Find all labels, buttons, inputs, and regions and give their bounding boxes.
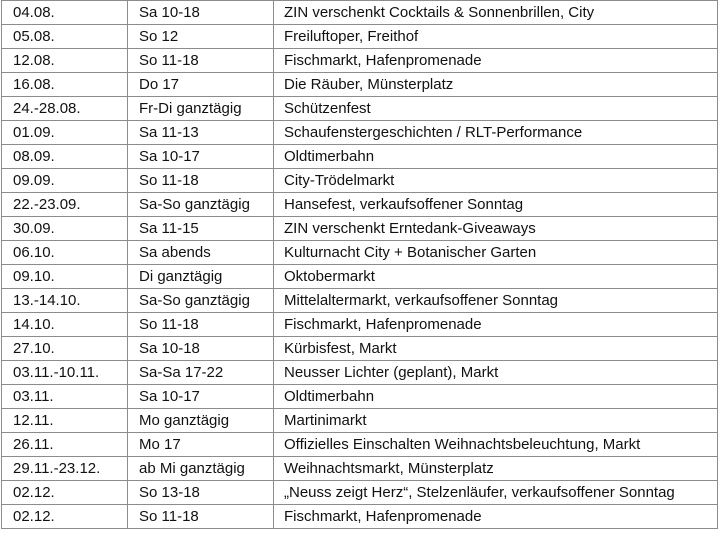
- date-cell: 29.11.-23.12.: [2, 457, 128, 481]
- event-cell: Mittelaltermarkt, verkaufsoffener Sonntag: [274, 289, 718, 313]
- event-cell: Oldtimerbahn: [274, 145, 718, 169]
- table-row: [2, 121, 718, 145]
- event-cell: Weihnachtsmarkt, Münsterplatz: [274, 457, 718, 481]
- date-cell: 03.11.-10.11.: [2, 361, 128, 385]
- event-cell: Offizielles Einschalten Weihnachtsbeleuchtung, Markt: [274, 433, 718, 457]
- event-cell: Die Räuber, Münsterplatz: [274, 73, 718, 97]
- time-cell: So 13-18: [128, 481, 274, 505]
- date-cell: 16.08.: [2, 73, 128, 97]
- table-row: [2, 481, 718, 505]
- date-cell: 02.12.: [2, 505, 128, 529]
- table-row: [2, 145, 718, 169]
- event-table-body: [2, 1, 718, 529]
- date-cell: 12.08.: [2, 49, 128, 73]
- event-cell: Fischmarkt, Hafenpromenade: [274, 49, 718, 73]
- table-row: [2, 193, 718, 217]
- date-cell: 01.09.: [2, 121, 128, 145]
- time-cell: Sa 10-17: [128, 385, 274, 409]
- time-cell: ab Mi ganztägig: [128, 457, 274, 481]
- time-cell: Sa-Sa 17-22: [128, 361, 274, 385]
- event-schedule: [1, 0, 717, 529]
- event-cell: ZIN verschenkt Cocktails & Sonnenbrillen, City: [274, 1, 718, 25]
- date-cell: 09.09.: [2, 169, 128, 193]
- table-row: [2, 409, 718, 433]
- time-cell: So 11-18: [128, 505, 274, 529]
- date-cell: 06.10.: [2, 241, 128, 265]
- event-cell: Neusser Lichter (geplant), Markt: [274, 361, 718, 385]
- table-row: [2, 457, 718, 481]
- event-cell: Fischmarkt, Hafenpromenade: [274, 505, 718, 529]
- table-row: [2, 505, 718, 529]
- event-cell: Schützenfest: [274, 97, 718, 121]
- table-row: [2, 97, 718, 121]
- time-cell: Sa-So ganztägig: [128, 289, 274, 313]
- table-row: [2, 25, 718, 49]
- table-row: [2, 313, 718, 337]
- time-cell: So 11-18: [128, 49, 274, 73]
- date-cell: 24.-28.08.: [2, 97, 128, 121]
- time-cell: So 12: [128, 25, 274, 49]
- table-row: [2, 217, 718, 241]
- event-cell: Fischmarkt, Hafenpromenade: [274, 313, 718, 337]
- table-row: [2, 289, 718, 313]
- time-cell: Sa 11-13: [128, 121, 274, 145]
- time-cell: Sa 11-15: [128, 217, 274, 241]
- date-cell: 08.09.: [2, 145, 128, 169]
- event-cell: Oldtimerbahn: [274, 385, 718, 409]
- date-cell: 09.10.: [2, 265, 128, 289]
- time-cell: Mo ganztägig: [128, 409, 274, 433]
- event-table: [1, 0, 718, 529]
- event-cell: ZIN verschenkt Erntedank-Giveaways: [274, 217, 718, 241]
- table-row: [2, 361, 718, 385]
- table-row: [2, 49, 718, 73]
- time-cell: Sa 10-17: [128, 145, 274, 169]
- table-row: [2, 337, 718, 361]
- time-cell: So 11-18: [128, 169, 274, 193]
- time-cell: Di ganztägig: [128, 265, 274, 289]
- table-row: [2, 385, 718, 409]
- event-cell: Freiluftoper, Freithof: [274, 25, 718, 49]
- table-row: [2, 241, 718, 265]
- table-row: [2, 169, 718, 193]
- time-cell: Sa abends: [128, 241, 274, 265]
- time-cell: So 11-18: [128, 313, 274, 337]
- table-row: [2, 433, 718, 457]
- date-cell: 03.11.: [2, 385, 128, 409]
- time-cell: Do 17: [128, 73, 274, 97]
- event-cell: Oktobermarkt: [274, 265, 718, 289]
- date-cell: 12.11.: [2, 409, 128, 433]
- time-cell: Mo 17: [128, 433, 274, 457]
- time-cell: Sa 10-18: [128, 1, 274, 25]
- table-row: [2, 265, 718, 289]
- table-row: [2, 73, 718, 97]
- date-cell: 05.08.: [2, 25, 128, 49]
- event-cell: „Neuss zeigt Herz“, Stelzenläufer, verkaufsoffener Sonntag: [274, 481, 718, 505]
- event-cell: Schaufenstergeschichten / RLT-Performance: [274, 121, 718, 145]
- date-cell: 27.10.: [2, 337, 128, 361]
- date-cell: 26.11.: [2, 433, 128, 457]
- event-cell: City-Trödelmarkt: [274, 169, 718, 193]
- event-cell: Kulturnacht City + Botanischer Garten: [274, 241, 718, 265]
- event-cell: Hansefest, verkaufsoffener Sonntag: [274, 193, 718, 217]
- time-cell: Fr-Di ganztägig: [128, 97, 274, 121]
- time-cell: Sa-So ganztägig: [128, 193, 274, 217]
- event-cell: Kürbisfest, Markt: [274, 337, 718, 361]
- date-cell: 30.09.: [2, 217, 128, 241]
- date-cell: 02.12.: [2, 481, 128, 505]
- event-cell: Martinimarkt: [274, 409, 718, 433]
- time-cell: Sa 10-18: [128, 337, 274, 361]
- date-cell: 22.-23.09.: [2, 193, 128, 217]
- table-row: [2, 1, 718, 25]
- date-cell: 04.08.: [2, 1, 128, 25]
- date-cell: 13.-14.10.: [2, 289, 128, 313]
- date-cell: 14.10.: [2, 313, 128, 337]
